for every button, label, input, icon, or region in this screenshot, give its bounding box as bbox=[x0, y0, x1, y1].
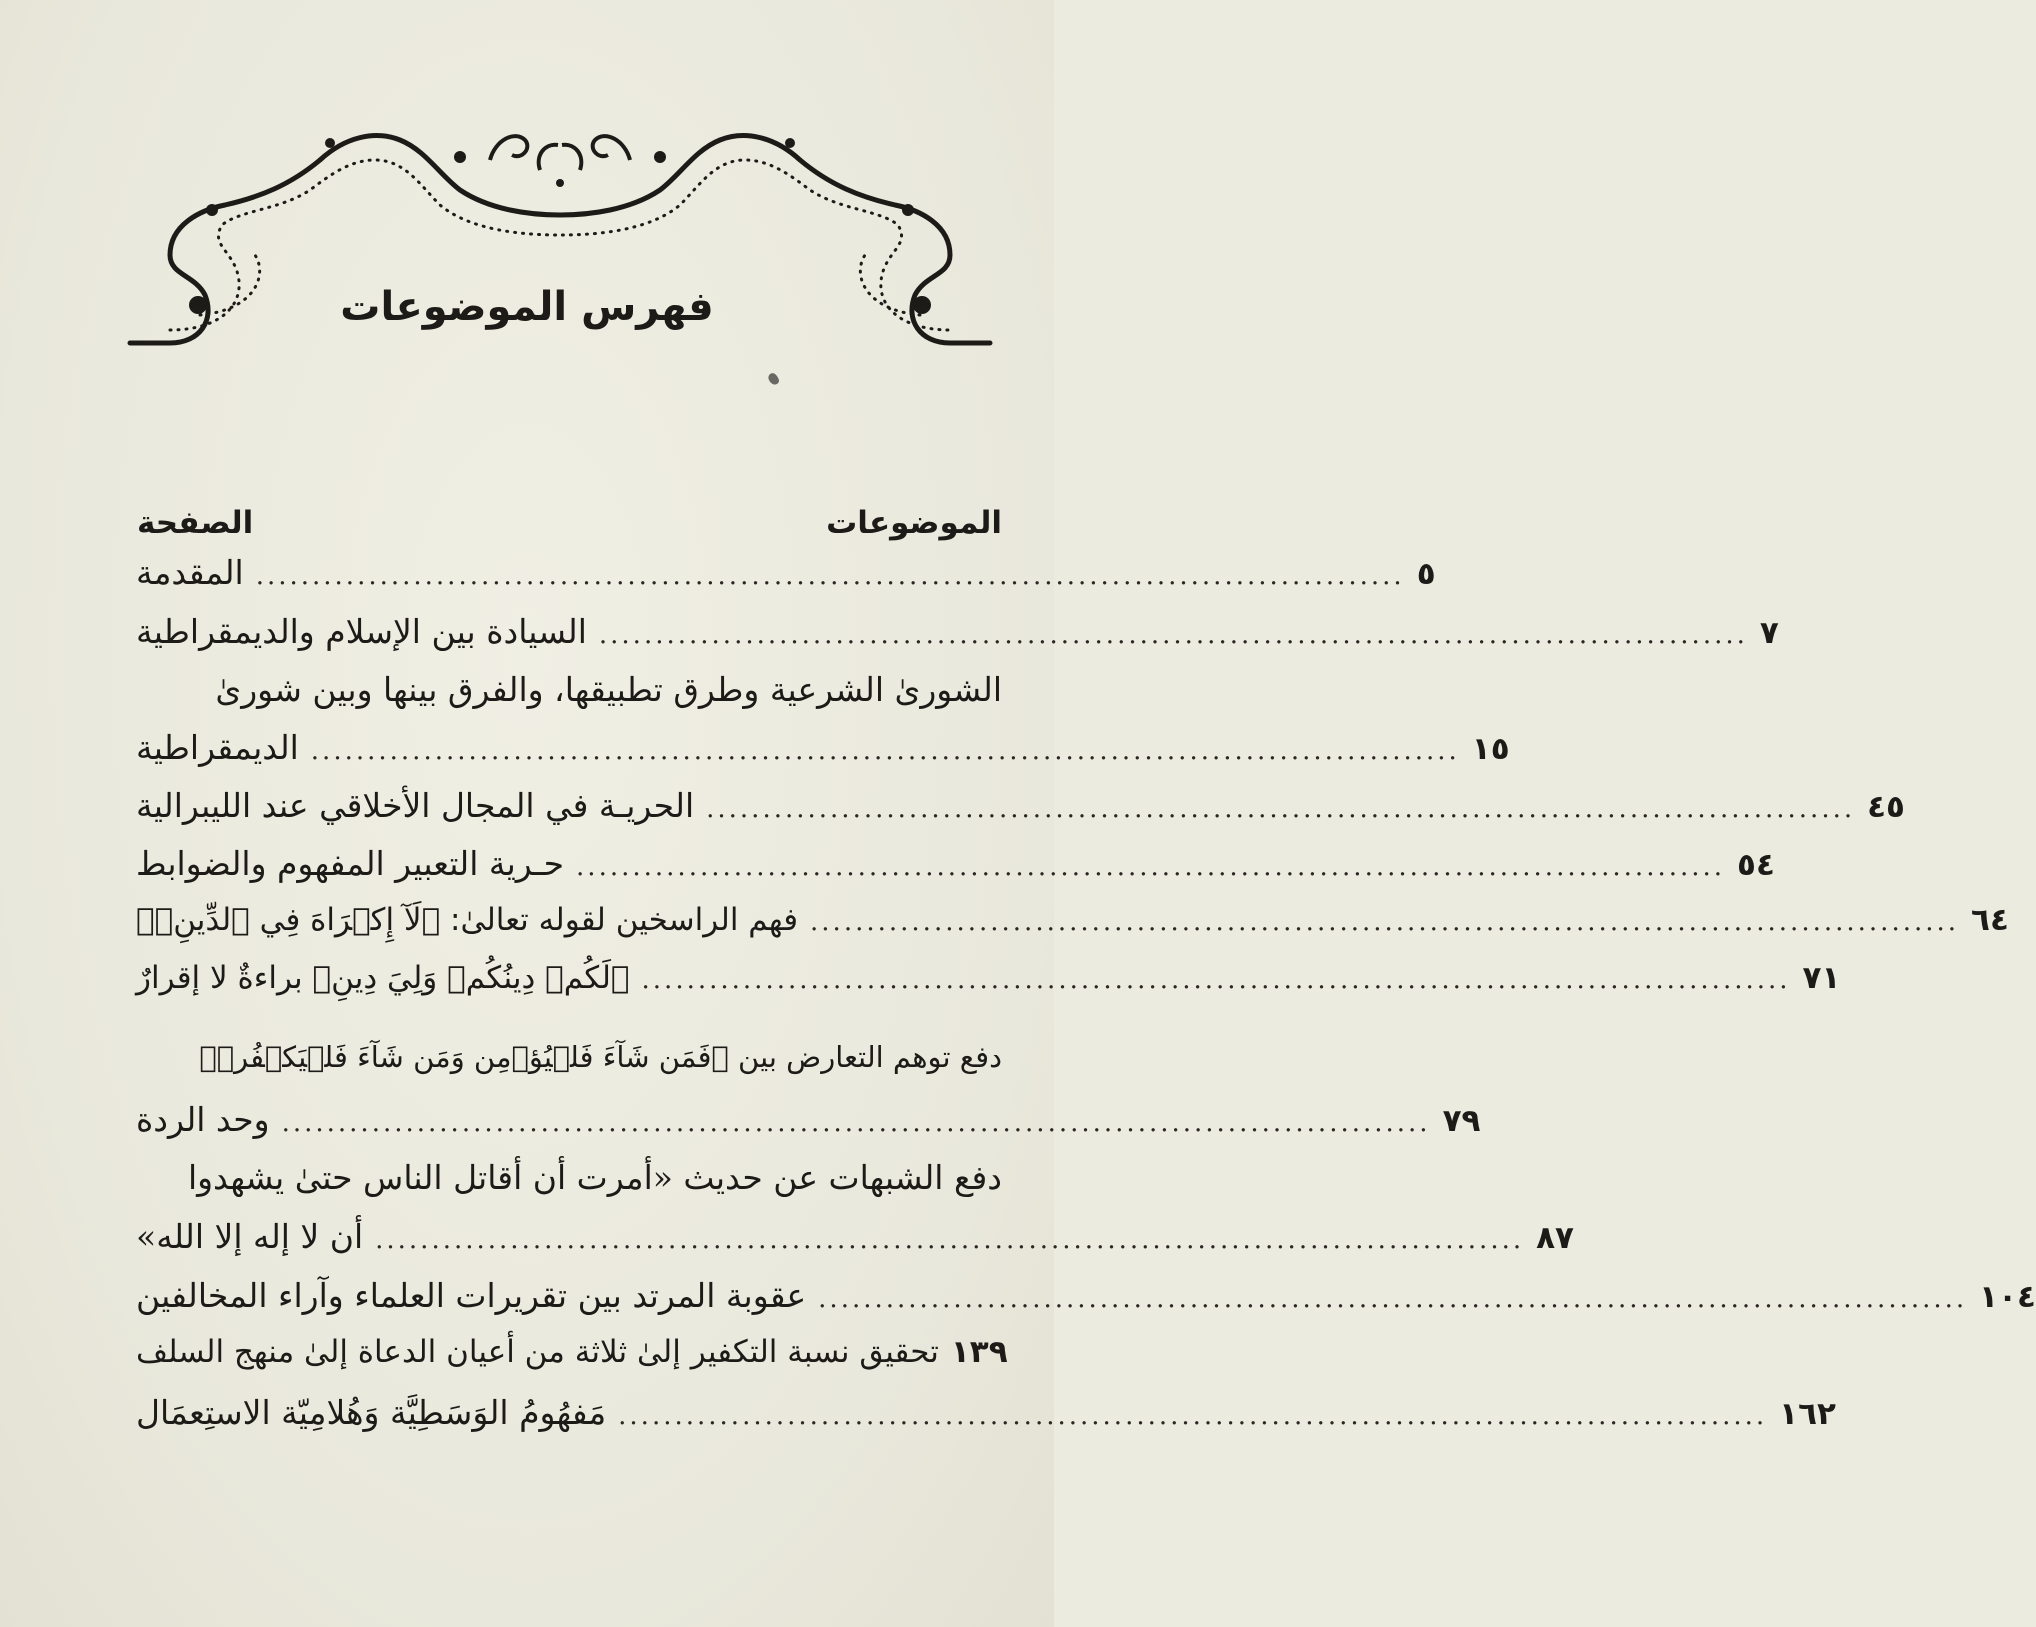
leader-dots: ...................................................................................................... bbox=[818, 1284, 1968, 1314]
toc-entry[interactable] bbox=[136, 1393, 1836, 1451]
toc-entry-title: حـرية التعبير المفهوم والضوابط bbox=[136, 844, 565, 883]
toc-entry[interactable] bbox=[136, 612, 1779, 670]
toc-entry-title: فهم الراسخين لقوله تعالىٰ: ﴿لَآ إِكۡرَاهَ فِي ٱلدِّينِۖ﴾ bbox=[136, 902, 799, 938]
toc-entry-page: ٦٤ bbox=[1971, 902, 2009, 938]
toc-entry-title: دفع توهم التعارض بين ﴿فَمَن شَآءَ فَلۡيُؤۡمِن وَمَن شَآءَ فَلۡيَكۡفُرۡ﴾ bbox=[199, 1040, 1002, 1074]
toc-entry[interactable] bbox=[136, 1217, 1574, 1275]
toc-entry-page: ١٠٤ bbox=[1979, 1279, 2036, 1315]
toc-entry[interactable] bbox=[136, 1040, 1002, 1098]
toc-entry[interactable] bbox=[136, 1334, 1008, 1392]
page-title: فهرس الموضوعات bbox=[340, 284, 714, 330]
toc-entry-page: ١٣٩ bbox=[950, 1334, 1008, 1370]
toc-entry-page: ٨٧ bbox=[1536, 1220, 1574, 1256]
leader-dots: ...................................................................................................... bbox=[706, 794, 1856, 824]
leader-dots: ...................................................................................................... bbox=[281, 1108, 1431, 1138]
toc-entry[interactable] bbox=[136, 786, 1905, 844]
paper-speck bbox=[767, 372, 781, 387]
toc-entry-title: ﴿لَكُمۡ دِينُكُمۡ وَلِيَ دِينِ﴾ براءةٌ لا إقرارٌ bbox=[136, 960, 630, 996]
toc-entry[interactable] bbox=[136, 902, 2009, 960]
toc-entry-title: السيادة بين الإسلام والديمقراطية bbox=[136, 612, 587, 651]
toc-entry-title: أن لا إله إلا الله» bbox=[136, 1217, 364, 1256]
page-column-header: الصفحة bbox=[137, 505, 254, 541]
toc-entry[interactable] bbox=[136, 1276, 2036, 1334]
toc-entry-page: ٧٩ bbox=[1442, 1103, 1481, 1139]
toc-entry[interactable] bbox=[136, 1158, 1002, 1216]
leader-dots: ...................................................................................................... bbox=[618, 1401, 1768, 1431]
toc-entry[interactable] bbox=[136, 844, 1775, 902]
toc-entry-page: ٥ bbox=[1416, 556, 1436, 592]
leader-dots: ...................................................................................................... bbox=[810, 907, 1960, 937]
topics-column-header: الموضوعات bbox=[826, 505, 1002, 541]
leader-dots: ...................................................................................................... bbox=[310, 736, 1460, 766]
leader-dots: ...................................................................................................... bbox=[641, 965, 1791, 995]
toc-entry-title: تحقيق نسبة التكفير إلىٰ ثلاثة من أعيان الدعاة إلىٰ منهج السلف bbox=[136, 1334, 939, 1370]
toc-entry[interactable] bbox=[136, 1100, 1481, 1158]
toc-entry-page: ٧ bbox=[1759, 615, 1779, 651]
toc-entry-title: عقوبة المرتد بين تقريرات العلماء وآراء المخالفين bbox=[136, 1276, 807, 1315]
leader-dots: ...................................................................................................... bbox=[255, 561, 1405, 591]
toc-entry-title: مَفهُومُ الوَسَطِيَّة وَهُلامِيّة الاستِعمَال bbox=[136, 1393, 607, 1432]
leader-dots: ...................................................................................................... bbox=[598, 620, 1748, 650]
toc-entry-title: وحد الردة bbox=[136, 1100, 270, 1139]
toc-entry-page: ١٦٢ bbox=[1779, 1396, 1836, 1432]
toc-entry-title: دفع الشبهات عن حديث «أمرت أن أقاتل الناس حتىٰ يشهدوا bbox=[187, 1158, 1002, 1197]
toc-entry-title: الديمقراطية bbox=[136, 728, 299, 767]
toc-entry-page: ٧١ bbox=[1802, 960, 1841, 996]
toc-entry-page: ٤٥ bbox=[1867, 789, 1905, 825]
toc-entry-page: ٥٤ bbox=[1737, 847, 1775, 883]
toc-entry-page: ١٥ bbox=[1471, 731, 1510, 767]
leader-dots: ...................................................................................................... bbox=[576, 852, 1726, 882]
title-ornament-frame bbox=[130, 115, 990, 370]
toc-entry-title: المقدمة bbox=[136, 553, 244, 592]
toc-entry[interactable] bbox=[136, 960, 1841, 1018]
toc-entry[interactable] bbox=[136, 728, 1510, 786]
toc-entry[interactable] bbox=[136, 670, 1002, 728]
toc-entry-title: الحريـة في المجال الأخلاقي عند الليبرالية bbox=[136, 786, 695, 825]
toc-entry[interactable] bbox=[136, 553, 1436, 611]
toc-entry-title: الشورىٰ الشرعية وطرق تطبيقها، والفرق بينها وبين شورىٰ bbox=[215, 670, 1002, 709]
leader-dots: ...................................................................................................... bbox=[375, 1225, 1525, 1255]
